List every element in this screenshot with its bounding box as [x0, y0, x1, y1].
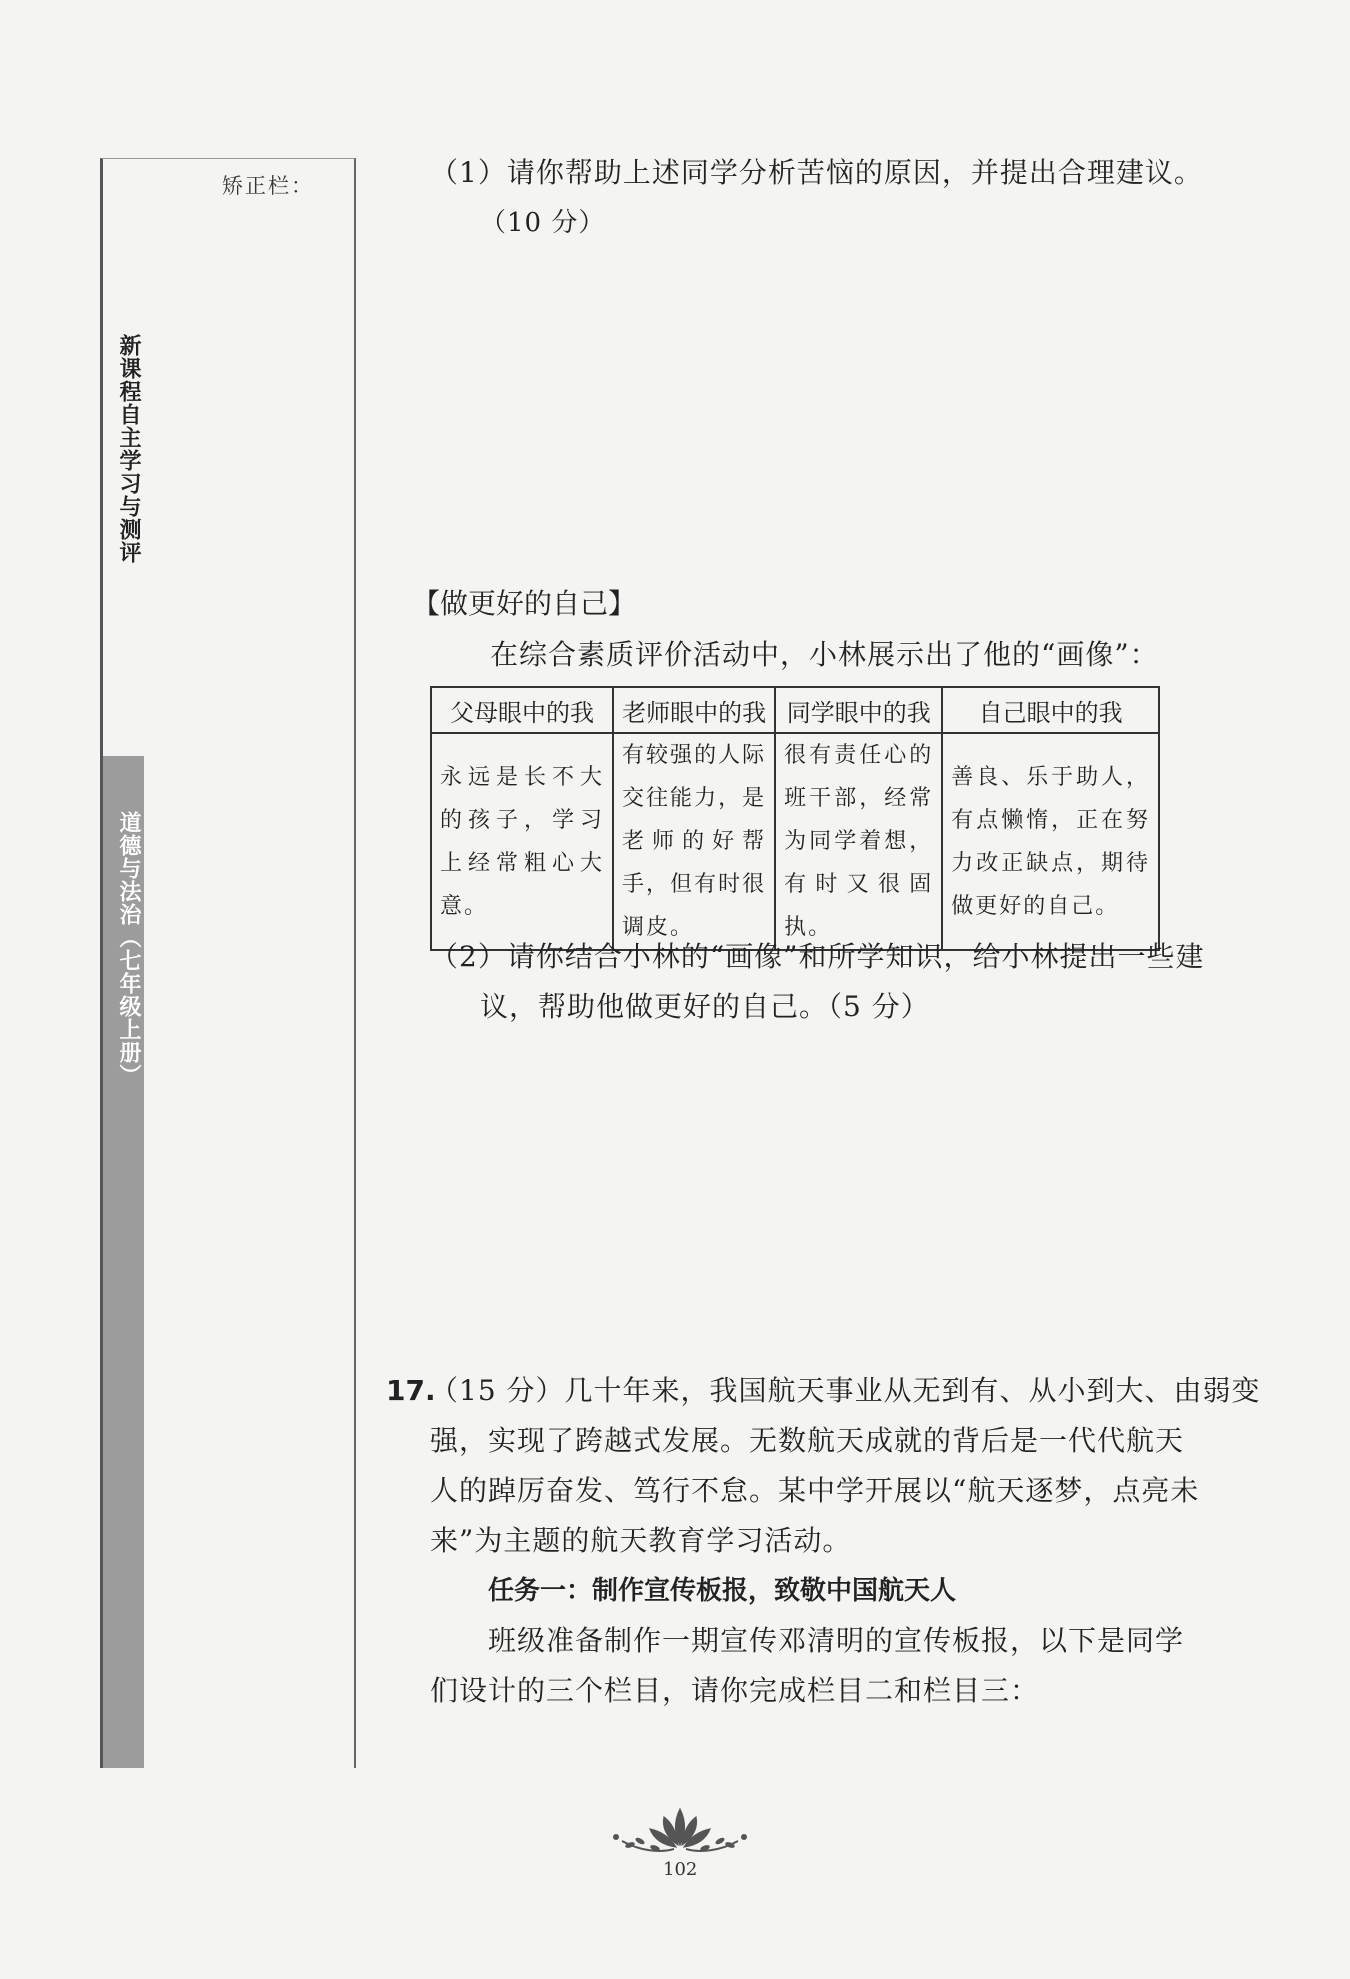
section-heading: 【做更好的自己】 [412, 587, 637, 620]
table-header: 自己眼中的我 [942, 687, 1159, 733]
question-2-text-cont: 议，帮助他做更好的自己。（5 分） [480, 990, 930, 1023]
portrait-table [430, 686, 1160, 951]
question-17-number: 17. [386, 1374, 436, 1407]
table-header: 父母眼中的我 [431, 687, 613, 733]
task-1-line: 们设计的三个栏目，请你完成栏目二和栏目三： [430, 1674, 1040, 1707]
task-1-text [430, 1616, 1290, 1716]
table-header-row [431, 687, 1159, 733]
question-1-text: （1）请你帮助上述同学分析苦恼的原因，并提出合理建议。 [430, 156, 1203, 189]
table-cell: 很有责任心的班干部，经常为同学着想，有时又很固执。 [775, 733, 942, 950]
correction-column [144, 158, 356, 1768]
table-cell: 善良、乐于助人，有点懒惰，正在努力改正缺点，期待做更好的自己。 [942, 733, 1159, 950]
sidebar-subject-strip [100, 756, 144, 1768]
correction-label: 矫正栏： [222, 174, 314, 198]
question-17-line: 来”为主题的航天教育学习活动。 [430, 1524, 852, 1557]
section-intro: 在综合素质评价活动中，小林展示出了他的“画像”： [490, 638, 1159, 671]
table-header: 同学眼中的我 [775, 687, 942, 733]
question-17-line: （15 分）几十年来，我国航天事业从无到有、从小到大、由弱变 [430, 1374, 1261, 1407]
page-number: 102 [663, 1859, 698, 1880]
subject-title: 道德与法治（七年级上册） [116, 811, 141, 1087]
table-header: 老师眼中的我 [613, 687, 775, 733]
question-17-line: 人的踔厉奋发、笃行不怠。某中学开展以“航天逐梦，点亮未 [430, 1474, 1200, 1507]
table-cell: 永远是长不大的孩子，学习上经常粗心大意。 [431, 733, 613, 950]
question-1-score: （10 分） [480, 208, 606, 238]
question-2-text: （2）请你结合小林的“画像”和所学知识，给小林提出一些建 [430, 940, 1205, 973]
question-17-line: 强，实现了跨越式发展。无数航天成就的背后是一代代航天 [430, 1424, 1185, 1457]
task-1-line: 班级准备制作一期宣传邓清明的宣传板报，以下是同学 [430, 1624, 1185, 1657]
task-1-title: 任务一：制作宣传板报，致敬中国航天人 [488, 1576, 957, 1606]
book-title: 新课程自主学习与测评 [116, 334, 141, 564]
floral-ornament-icon [600, 1795, 760, 1855]
table-row [431, 733, 1159, 950]
question-17-text [430, 1366, 1290, 1566]
table-cell: 有较强的人际交往能力，是老师的好帮手，但有时很调皮。 [613, 733, 775, 950]
sidebar-book-title-strip [100, 158, 144, 756]
